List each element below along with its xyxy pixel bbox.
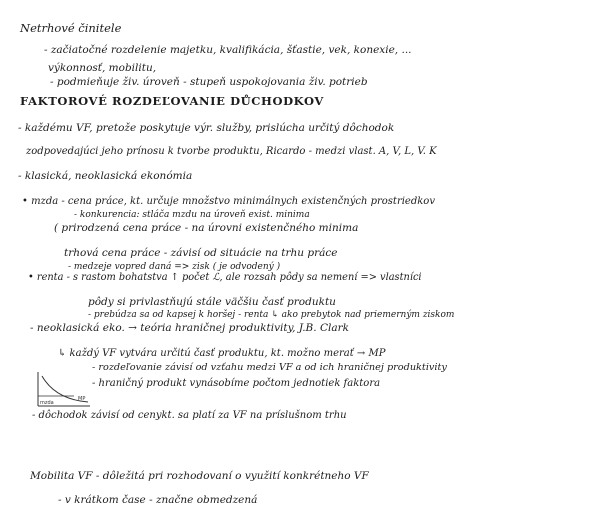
note-line-19: - rozdeľovanie závisí od vzťahu medzi VF a od ich hraničnej produktivity	[92, 362, 447, 373]
marginal-product-sketch	[34, 372, 92, 408]
note-line-8: - klasická, neoklasická ekonómia	[18, 170, 193, 182]
note-line-23: - v krátkom čase - značne obmedzená	[58, 494, 258, 506]
note-line-15: pôdy si privlastňujú stále väčšiu časť produktu	[88, 296, 336, 308]
section-heading: FAKTOROVÉ ROZDEĽOVANIE DŮCHODKOV	[20, 94, 324, 108]
note-line-17: - neoklasická eko. → teória hraničnej produktivity, J.B. Clark	[30, 322, 349, 334]
note-line-16: - prebúdza sa od kapsej k horšej - renta ↳ ako prebytok nad priemerným ziskom	[88, 310, 455, 320]
sketch-label-mzda: mzda	[40, 400, 54, 406]
note-line-9: • mzda - cena práce, kt. určuje množstvo minimálnych existenčných prostriedkov	[22, 196, 435, 207]
note-line-18: ↳ každý VF vytvára určitú časť produktu, kt. možno merať → MP	[58, 348, 386, 359]
note-line-13: - medzeje vopred daná => zisk ( je odvodený )	[68, 262, 281, 272]
note-line-11: ( prirodzená cena práce - na úrovni existenčného minima	[54, 222, 359, 234]
note-line-7: zodpovedajúci jeho prínosu k tvorbe produktu, Ricardo - medzi vlast. A, V, L, V. K	[26, 146, 437, 157]
note-line-2: - začiatočné rozdelenie majetku, kvalifikácia, šťastie, vek, konexie, ...	[44, 44, 412, 56]
note-line-1: Netrhové činitele	[20, 21, 122, 35]
note-line-10: - konkurencia: stláča mzdu na úroveň exist. minima	[74, 210, 310, 220]
sketch-label-mp: MP	[78, 396, 86, 402]
note-line-3: výkonnosť, mobilitu,	[48, 62, 157, 74]
note-line-12: trhová cena práce - závisí od situácie na trhu práce	[64, 247, 338, 259]
note-line-22: Mobilita VF - dôležitá pri rozhodovaní o využití konkrétneho VF	[30, 470, 369, 482]
note-line-6: - každému VF, pretože poskytuje výr. služby, prislúcha určitý dôchodok	[18, 122, 395, 134]
note-line-20: - hraničný produkt vynásobíme počtom jednotiek faktora	[92, 378, 381, 389]
note-line-14: • renta - s rastom bohatstva ↑ počet ℒ, ale rozsah pôdy sa nemení => vlastníci	[28, 272, 422, 283]
note-line-21: - dôchodok závisí od cenykt. sa platí za VF na príslušnom trhu	[32, 410, 347, 421]
note-line-4: - podmieňuje živ. úroveň - stupeň uspokojovania živ. potrieb	[50, 76, 368, 88]
